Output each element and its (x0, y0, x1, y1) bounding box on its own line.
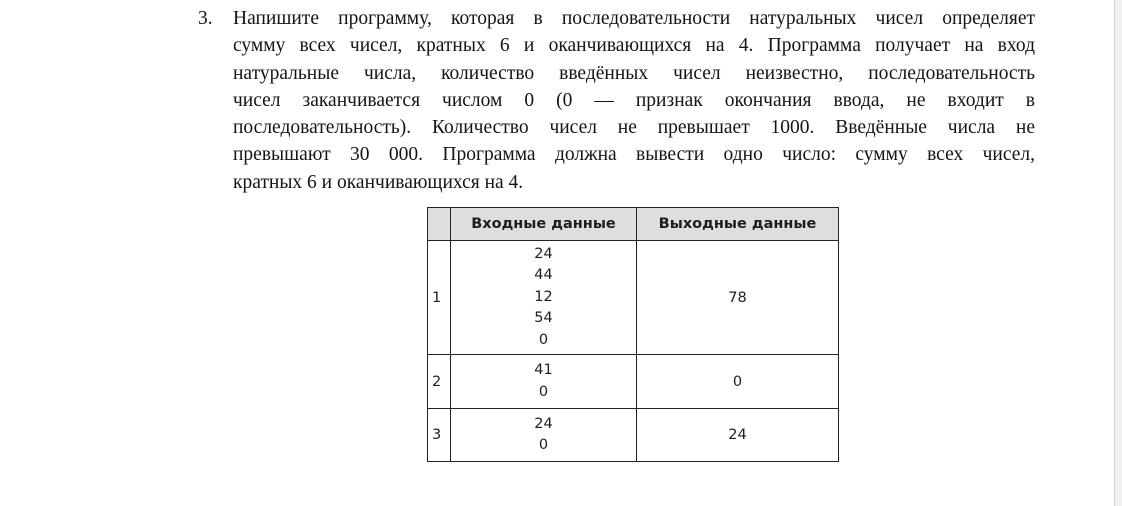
input-value: 0 (538, 331, 549, 348)
header-number-cell (428, 208, 451, 241)
input-value: 24 (534, 415, 553, 432)
input-value: 0 (538, 437, 549, 453)
row-input (451, 241, 637, 355)
header-output-cell: Выходные данные (637, 208, 839, 241)
row-input (451, 409, 637, 462)
input-value: 54 (534, 310, 553, 327)
task-number: 3. (198, 8, 213, 29)
table-header-row (428, 208, 839, 241)
row-number: 3 (428, 409, 451, 462)
table-row (428, 409, 839, 462)
task-line: последовательность). Количество чисел не превышает 1000. Введённые числа не (233, 117, 1035, 139)
task-statement (233, 5, 1035, 196)
table-row (428, 355, 839, 409)
input-value: 24 (534, 245, 553, 262)
task-line: чисел заканчивается числом 0 (0 — признак окончания ввода, не входит в (233, 89, 1035, 111)
input-value: 41 (534, 362, 553, 378)
page-edge-margin (1115, 0, 1122, 506)
input-value: 12 (534, 288, 553, 305)
input-value: 0 (538, 383, 549, 400)
task-line: кратных 6 и оканчивающихся на 4. (233, 171, 524, 193)
task-line: сумму всех чисел, кратных 6 и оканчивающихся на 4. Программа получает на вход (233, 35, 1035, 57)
examples-table (427, 207, 839, 462)
row-output: 0 (637, 355, 839, 409)
task-line: Напишите программу, которая в последовательности натуральных чисел определяет (233, 8, 1035, 29)
row-output: 24 (637, 409, 839, 462)
task-line: натуральные числа, количество введённых чисел неизвестно, последовательность (233, 62, 1035, 84)
row-number: 1 (428, 241, 451, 355)
task-line: превышают 30 000. Программа должна вывести одно число: сумму всех чисел, (233, 144, 1035, 166)
row-output: 78 (637, 241, 839, 355)
row-number: 2 (428, 355, 451, 409)
header-input-cell: Входные данные (451, 208, 637, 241)
row-input (451, 355, 637, 409)
input-value: 44 (534, 267, 553, 284)
table-row (428, 241, 839, 355)
